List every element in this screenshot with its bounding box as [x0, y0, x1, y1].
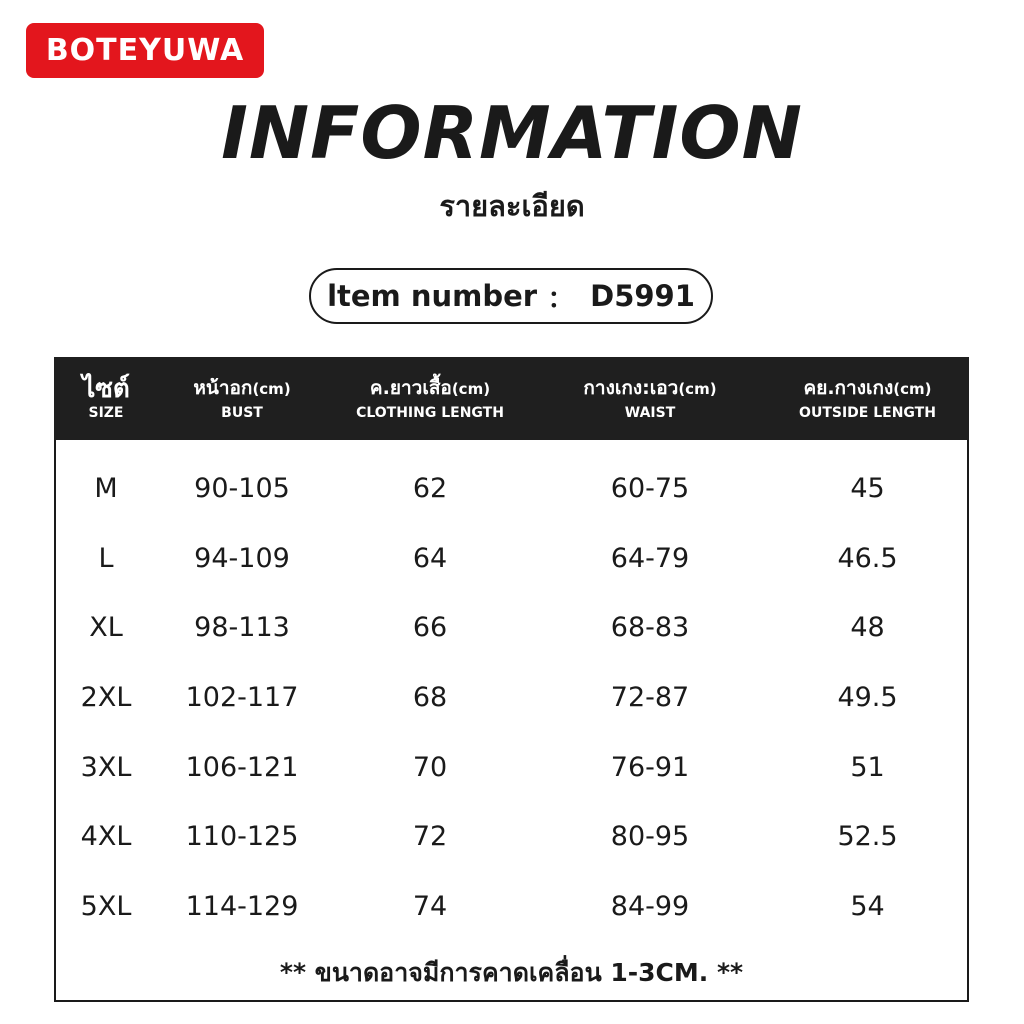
column-header-waist — [534, 357, 766, 440]
table-cell-waist: 60-75 — [610, 473, 690, 505]
table-cell-clothing-length: 66 — [412, 612, 448, 644]
page-subtitle: รายละเอียด — [439, 189, 585, 223]
column-header-outside-length-unit: (cm) — [893, 380, 932, 398]
table-cell-bust: 94-109 — [194, 542, 290, 574]
column-header-size-english: SIZE — [88, 404, 124, 421]
column-header-clothing-length-thai: ค.ยาวเสื้อ — [369, 377, 452, 399]
column-header-bust-thai: หน้าอก — [193, 377, 253, 399]
column-header-waist-english: WAIST — [624, 405, 676, 421]
table-cell-waist: 64-79 — [610, 542, 690, 574]
table-cell-outside-length: 48 — [850, 612, 885, 644]
table-cell-clothing-length: 62 — [412, 473, 448, 505]
table-cell-clothing-length: 68 — [412, 682, 448, 714]
column-header-waist-unit: (cm) — [678, 380, 717, 398]
table-cell-size: 4XL — [80, 821, 132, 853]
column-header-outside-length-thai: คย.กางเกง — [803, 377, 894, 399]
table-row — [54, 524, 969, 594]
table-cell-waist: 84-99 — [610, 890, 690, 922]
table-cell-size: L — [98, 542, 114, 574]
column-header-clothing-length-english: CLOTHING LENGTH — [356, 405, 504, 421]
table-cell-bust: 114-129 — [185, 890, 299, 922]
column-header-size — [54, 357, 158, 440]
column-header-waist-thai: กางเกง:เอว — [583, 377, 679, 399]
column-header-clothing-length — [326, 357, 534, 440]
table-cell-outside-length: 49.5 — [837, 682, 898, 714]
table-cell-clothing-length: 72 — [412, 821, 448, 853]
table-cell-waist: 68-83 — [610, 612, 690, 644]
table-cell-outside-length: 54 — [850, 890, 885, 922]
page-title: INFORMATION — [221, 91, 803, 175]
item-number-label: ltem number — [327, 279, 538, 313]
table-cell-size: M — [94, 473, 118, 505]
table-row — [54, 872, 969, 942]
table-cell-outside-length: 46.5 — [837, 542, 898, 574]
table-row — [54, 593, 969, 663]
table-cell-bust: 106-121 — [185, 751, 299, 783]
table-cell-waist: 80-95 — [610, 821, 690, 853]
table-cell-size: 2XL — [80, 682, 132, 714]
column-header-bust — [158, 357, 326, 440]
table-cell-bust: 90-105 — [194, 473, 290, 505]
table-cell-waist: 76-91 — [610, 751, 690, 783]
table-cell-clothing-length: 74 — [412, 890, 448, 922]
size-table-header — [54, 357, 969, 440]
table-cell-waist: 72-87 — [610, 682, 690, 714]
table-cell-clothing-length: 64 — [412, 542, 448, 574]
column-header-size-thai: ไซต์ — [82, 373, 130, 404]
table-cell-clothing-length: 70 — [412, 751, 448, 783]
measurement-tolerance-note: ** ขนาดอาจมีการคาดเคลื่อน 1-3CM. ** — [279, 958, 744, 987]
table-cell-size: XL — [89, 612, 123, 644]
table-cell-outside-length: 45 — [850, 473, 885, 505]
column-header-clothing-length-unit: (cm) — [451, 380, 491, 398]
column-header-outside-length-english: OUTSIDE LENGTH — [799, 405, 936, 421]
brand-badge: BOTEYUWA — [26, 23, 264, 78]
table-row — [54, 454, 969, 524]
size-table-body — [54, 454, 969, 941]
column-header-outside-length — [766, 357, 969, 440]
item-number-value: D5991 — [590, 279, 695, 313]
item-number-pill — [309, 268, 713, 324]
table-cell-bust: 110-125 — [185, 821, 299, 853]
table-row — [54, 663, 969, 733]
column-header-bust-unit: (cm) — [252, 380, 291, 398]
column-header-bust-english: BUST — [221, 405, 263, 421]
table-cell-size: 3XL — [80, 751, 132, 783]
table-row — [54, 802, 969, 872]
table-cell-outside-length: 52.5 — [837, 821, 898, 853]
table-cell-bust: 102-117 — [185, 682, 299, 714]
table-row — [54, 732, 969, 802]
table-cell-bust: 98-113 — [194, 612, 290, 644]
table-cell-outside-length: 51 — [850, 751, 885, 783]
item-number-separator: ： — [547, 280, 577, 315]
table-cell-size: 5XL — [80, 890, 132, 922]
